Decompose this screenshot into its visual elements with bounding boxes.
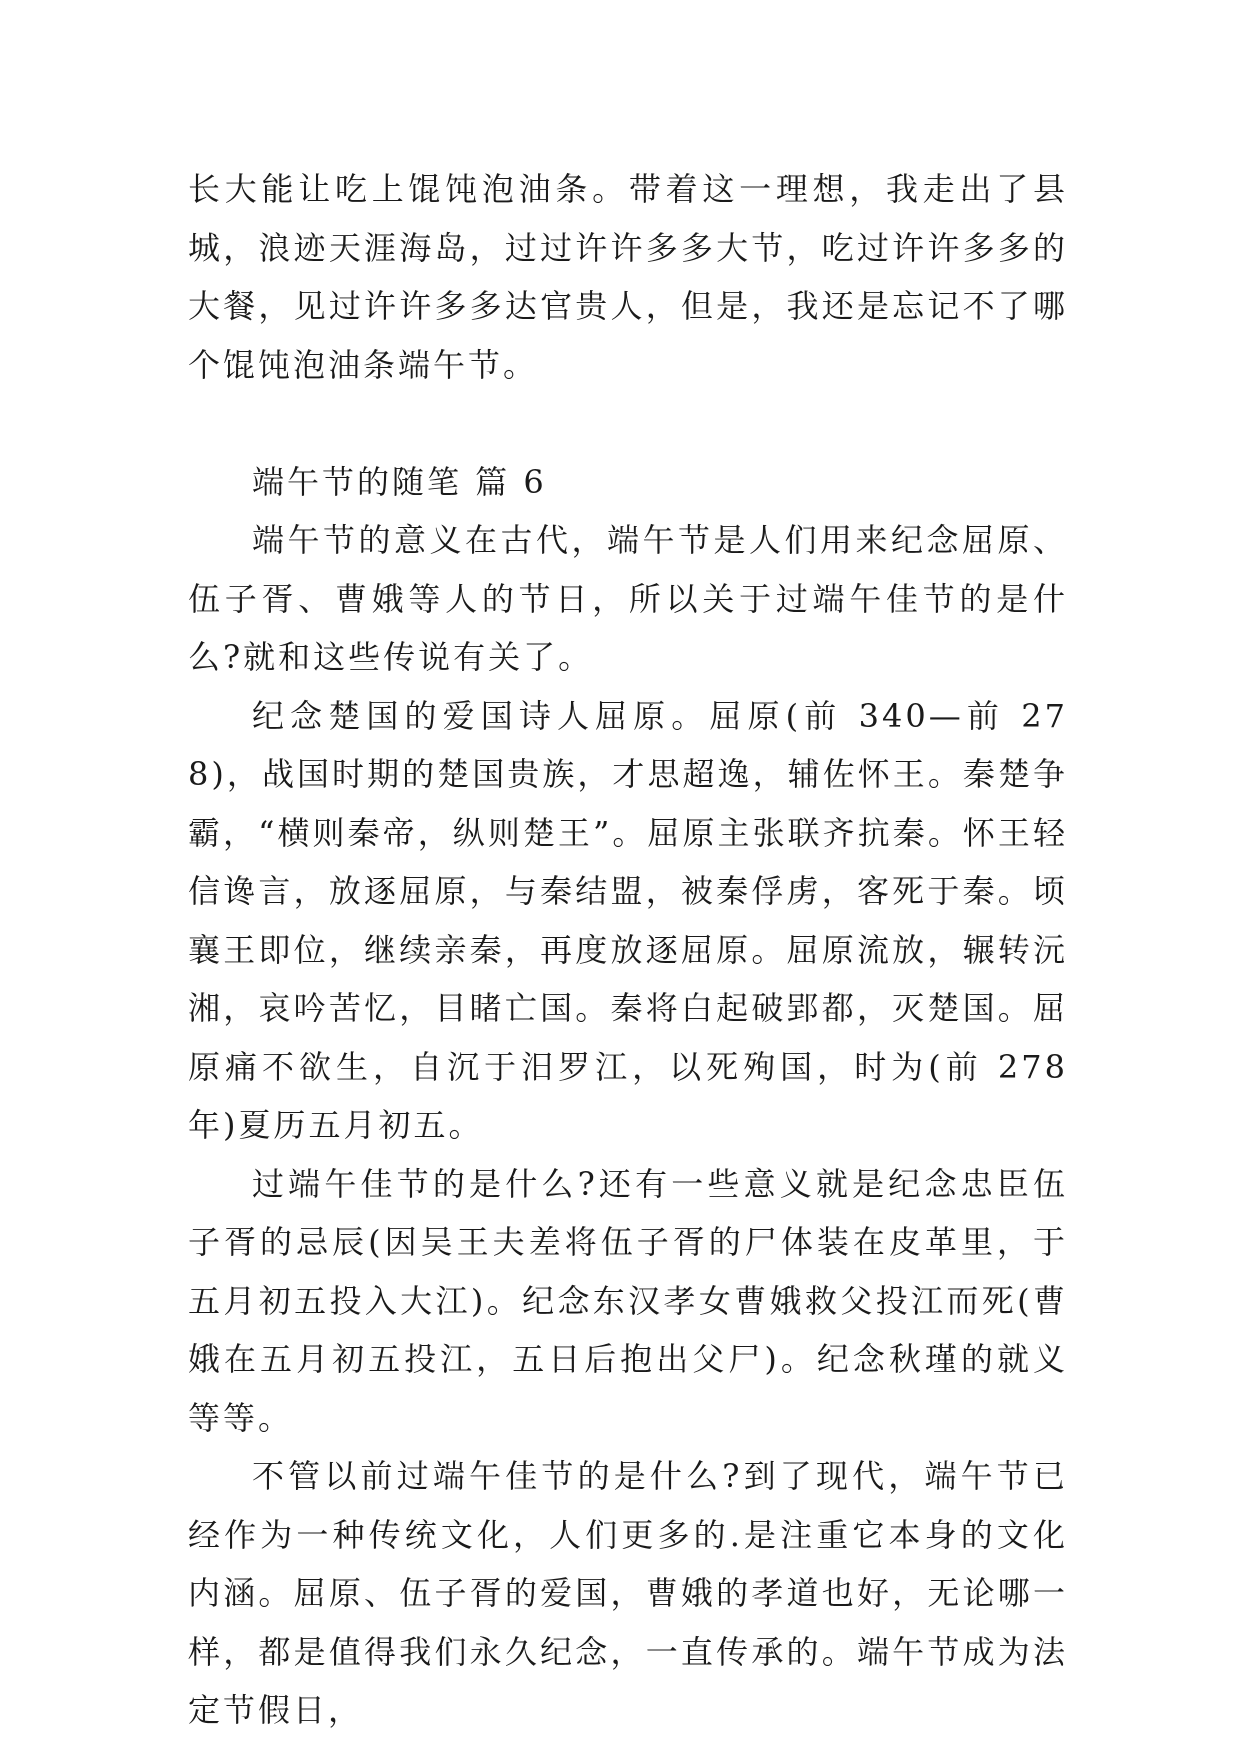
body-paragraph-3: 过端午佳节的是什么?还有一些意义就是纪念忠臣伍子胥的忌辰(因吴王夫差将伍子胥的尸体装在皮革里，于五月初五投入大江)。纪念东汉孝女曹娥救父投江而死(曹娥在五月初五投江，五日后抱出父尸)。纪念秋瑾的就义等等。 bbox=[188, 1164, 1068, 1437]
document-body bbox=[188, 160, 1068, 1740]
body-paragraph-2: 纪念楚国的爱国诗人屈原。屈原(前 340—前 278)，战国时期的楚国贵族，才思超逸，辅佐怀王。秦楚争霸，“横则秦帝，纵则楚王”。屈原主张联齐抗秦。怀王轻信谗言，放逐屈原，与秦结盟，被秦俘虏，客死于秦。顷襄王即位，继续亲秦，再度放逐屈原。屈原流放，辗转沅湘，哀吟苦忆，目睹亡国。秦将白起破郢都，灭楚国。屈原痛不欲生，自沉于汨罗江，以死殉国，时为(前 278 年)夏历五月初五。 bbox=[188, 696, 1068, 1144]
body-paragraph-4: 不管以前过端午佳节的是什么?到了现代，端午节已经作为一种传统文化，人们更多的.是注重它本身的文化内涵。屈原、伍子胥的爱国，曹娥的孝道也好，无论哪一样，都是值得我们永久纪念，一直传承的。端午节成为法定节假日， bbox=[188, 1457, 1068, 1729]
section-title: 端午节的随笔 篇 6 bbox=[252, 462, 547, 501]
paragraph-gap bbox=[188, 394, 1068, 453]
intro-paragraph: 长大能让吃上馄饨泡油条。带着这一理想，我走出了县城，浪迹天涯海岛，过过许许多多大节，吃过许许多多的大餐，见过许许多多达官贵人，但是，我还是忘记不了哪个馄饨泡油条端午节。 bbox=[188, 170, 1068, 384]
body-paragraph-1: 端午节的意义在古代，端午节是人们用来纪念屈原、伍子胥、曹娥等人的节日，所以关于过端午佳节的是什么?就和这些传说有关了。 bbox=[188, 521, 1068, 676]
